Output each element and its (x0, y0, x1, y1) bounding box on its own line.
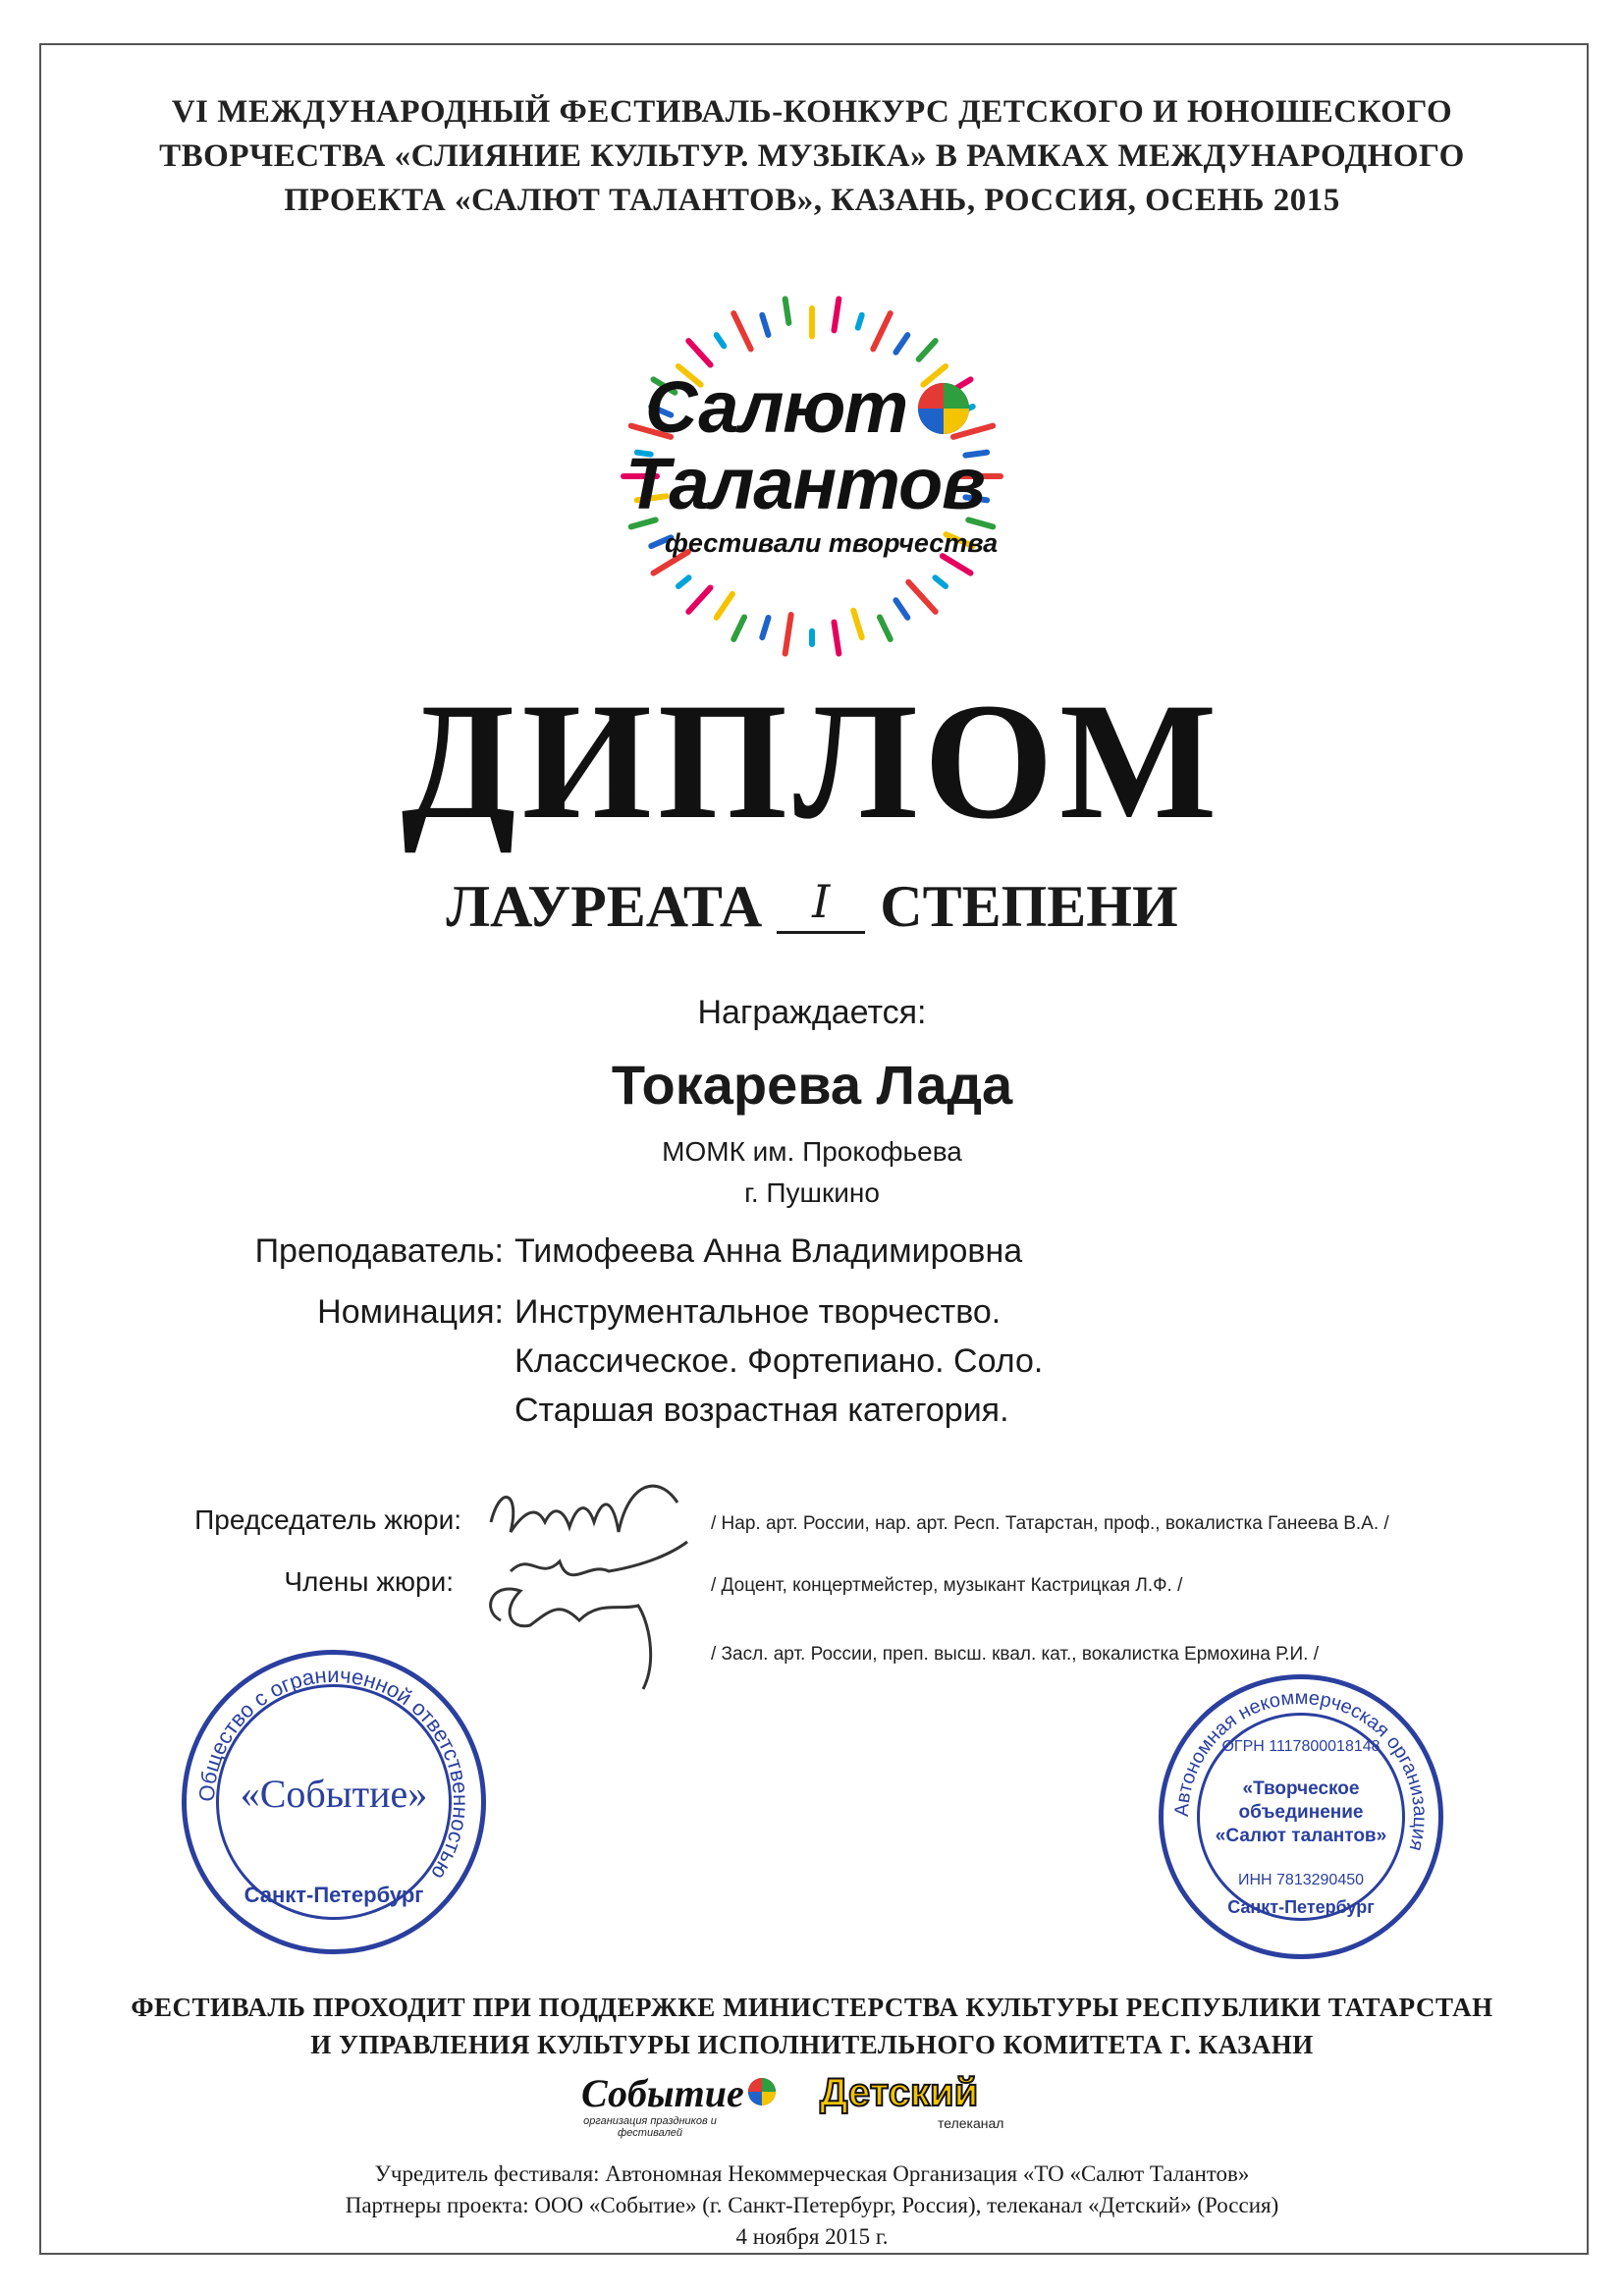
firework-ray (688, 587, 710, 611)
header-line-1: VI МЕЖДУНАРОДНЫЙ ФЕСТИВАЛЬ-КОНКУРС ДЕТСКОГО И ЮНОШЕСКОГО (171, 94, 1453, 130)
firework-ray (908, 582, 936, 612)
header-line-3: ПРОЕКТА «САЛЮТ ТАЛАНТОВ», КАЗАНЬ, РОССИЯ, ОСЕНЬ 2015 (284, 183, 1340, 218)
partner-globe-icon (748, 2078, 776, 2105)
firework-ray (923, 366, 946, 385)
jury-members-label: Члены жюри: (284, 1566, 454, 1597)
jury-member-2: / Засл. арт. России, преп. высш. квал. кат., вокалистка Ермохина Р.И. / (711, 1644, 1320, 1665)
support-line-1: ФЕСТИВАЛЬ ПРОХОДИТ ПРИ ПОДДЕРЖКЕ МИНИСТЕРСТВА КУЛЬТУРЫ РЕСПУБЛИКИ ТАТАРСТАН (131, 1993, 1493, 2022)
firework-ray (785, 615, 791, 653)
firework-ray (834, 623, 839, 654)
firework-ray (733, 313, 750, 349)
firework-ray (853, 611, 861, 637)
firework-ray (935, 577, 946, 586)
firework-ray (688, 341, 710, 364)
firework-ray (762, 315, 768, 335)
city-name: г. Пушкино (744, 1177, 880, 1208)
seal-right-center (1164, 1777, 1438, 1848)
firework-ray (919, 341, 936, 359)
date-line: 4 ноября 2015 г. (735, 2224, 889, 2249)
partner-logo-detskiy (820, 2070, 1016, 2149)
firework-ray (733, 617, 744, 638)
partners-line: Партнеры проекта: ООО «Событие» (г. Санкт-Петербург, Россия), телеканал «Детский» (Россия) (345, 2193, 1279, 2217)
degree-handwritten: I (777, 872, 865, 934)
recipient-organization (0, 1131, 1624, 1214)
partner-2-name: Детский (820, 2071, 979, 2114)
firework-ray (678, 577, 689, 586)
firework-ray (762, 618, 768, 637)
firework-ray (834, 299, 839, 330)
seal-left-bottom: Санкт-Петербург (244, 1883, 424, 1907)
nomination-line-2: Классическое. Фортепиано. Соло. (514, 1342, 1044, 1380)
partner-1-name: Событие (581, 2071, 744, 2115)
nomination-line-1: Инструментальное творчество. (514, 1293, 1001, 1331)
founder-line: Учредитель фестиваля: Автономная Некоммерческая Организация «ТО «Салют Талантов» (374, 2161, 1250, 2186)
partner-1-tagline: организация праздников и фестивалей (583, 2115, 717, 2139)
header-line-2: ТВОРЧЕСТВА «СЛИЯНИЕ КУЛЬТУР. МУЗЫКА» В РАМКАХ МЕЖДУНАРОДНОГО (159, 138, 1465, 174)
seal-right-center-line-2: объединение (1238, 1802, 1364, 1823)
firework-ray (858, 315, 862, 328)
seal-right-ogrn: ОГРН 1117800018148 (1221, 1738, 1380, 1755)
diploma-subtitle (0, 872, 1624, 941)
seal-left (182, 1650, 486, 1954)
firework-ray (873, 313, 890, 349)
globe-icon (918, 383, 969, 434)
svg-text:Автономная некоммерческая орга: Автономная некоммерческая организация (1170, 1686, 1432, 1853)
svg-text:Общество с ограниченной ответс: Общество с ограниченной ответственностью (193, 1662, 474, 1885)
firework-ray (717, 335, 725, 346)
partner-2-tagline: телеканал (938, 2115, 1004, 2131)
jury-chair: / Нар. арт. России, нар. арт. Респ. Татарстан, проф., вокалистка Ганеева В.А. / (711, 1513, 1389, 1534)
logo-word-2: Талантов (625, 443, 985, 524)
nomination-line-3: Старшая возрастная категория. (514, 1392, 1009, 1429)
logo-tagline: фестивали творчества (665, 528, 999, 558)
firework-ray (785, 299, 789, 322)
seal-right-center-line-1: «Творческое (1242, 1778, 1360, 1799)
teacher-label: Преподаватель: (254, 1232, 504, 1270)
firework-ray (895, 600, 907, 618)
nomination-label: Номинация: (317, 1293, 504, 1331)
logo-word-1: Салют (645, 366, 908, 448)
jury-signatures (471, 1463, 727, 1719)
firework-ray (895, 335, 907, 353)
seal-right-inn: ИНН 7813290450 (1237, 1872, 1365, 1888)
salut-talantov-logo (606, 285, 1018, 668)
seal-right-center-line-3: «Салют талантов» (1215, 1826, 1387, 1846)
seal-right (1159, 1674, 1443, 1959)
teacher-name: Тимофеева Анна Владимировна (514, 1232, 1023, 1270)
seal-left-center: «Событие» (240, 1772, 428, 1816)
seal-right-bottom: Санкт-Петербург (1227, 1897, 1375, 1917)
support-line-2: И УПРАВЛЕНИЯ КУЛЬТУРЫ ИСПОЛНИТЕЛЬНОГО КОМИТЕТА Г. КАЗАНИ (310, 2030, 1314, 2059)
firework-ray (880, 617, 891, 638)
diploma-title: ДИПЛОМ (401, 669, 1223, 853)
awarded-label: Награждается: (697, 994, 927, 1031)
firework-ray (717, 594, 732, 618)
jury-member-1: / Доцент, концертмейстер, музыкант Кастрицкая Л.Ф. / (711, 1575, 1183, 1596)
recipient-name: Токарева Лада (611, 1054, 1013, 1116)
degree-word: СТЕПЕНИ (880, 874, 1178, 939)
jury-chair-label: Председатель жюри: (194, 1504, 461, 1535)
school-name: МОМК им. Прокофьева (662, 1136, 962, 1167)
laureate-word: ЛАУРЕАТА (446, 874, 763, 939)
